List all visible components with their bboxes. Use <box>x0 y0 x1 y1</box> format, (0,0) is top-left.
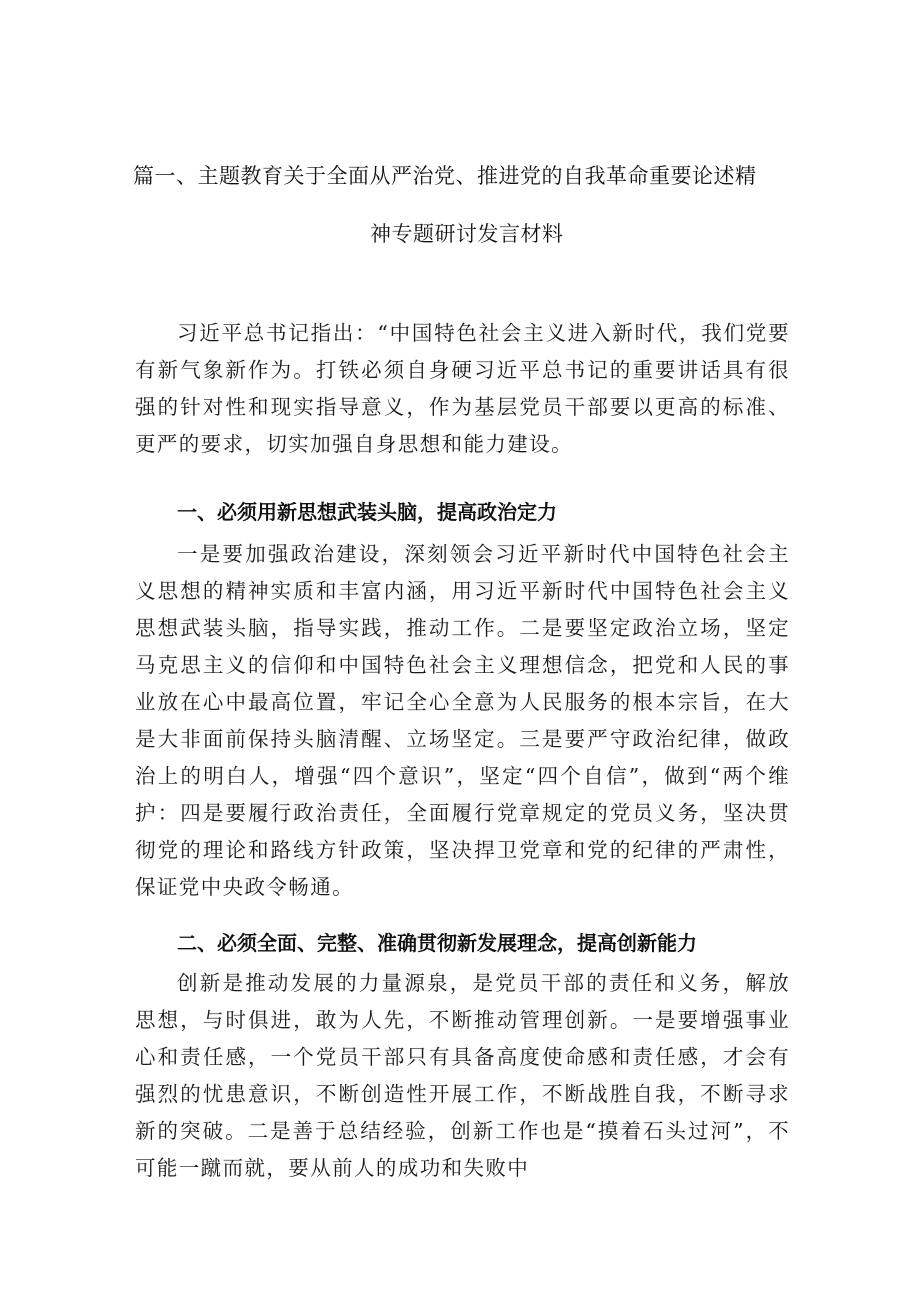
section-1-heading: 一、必须用新思想武装头脑，提高政治定力 <box>177 500 557 524</box>
intro-paragraph: 习近平总书记指出：“中国特色社会主义进入新时代，我们党要有新气象新作为。打铁必须自身硬习近平总书记的重要讲话具有很强的针对性和现实指导意义，作为基层党员干部要以更高的标准、更严的要求，切实加强自身思想和能力建设。 <box>135 321 790 456</box>
document-title-line-2: 神专题研讨发言材料 <box>370 222 564 246</box>
section-2-heading: 二、必须全面、完整、准确贯彻新发展理念，提高创新能力 <box>177 931 697 955</box>
section-2-paragraph: 创新是推动发展的力量源泉，是党员干部的责任和义务，解放思想，与时俱进，敢为人先，不断推动管理创新。一是要增强事业心和责任感，一个党员干部只有具备高度使命感和责任感，才会有强烈的忧患意识，不断创造性开展工作，不断战胜自我，不断寻求新的突破。二是善于总结经验，创新工作也是“摸着石头过河”，不可能一蹴而就，要从前人的成功和失败中 <box>135 971 790 1180</box>
section-1-paragraph: 一是要加强政治建设，深刻领会习近平新时代中国特色社会主义思想的精神实质和丰富内涵，用习近平新时代中国特色社会主义思想武装头脑，指导实践，推动工作。二是要坚定政治立场，坚定马克思主义的信仰和中国特色社会主义理想信念，把党和人民的事业放在心中最高位置，牢记全心全意为人民服务的根本宗旨，在大是大非面前保持头脑清醒、立场坚定。三是要严守政治纪律，做政治上的明白人，增强“四个意识”，坚定“四个自信”，做到“两个维护：四是要履行政治责任，全面履行党章规定的党员义务，坚决贯彻党的理论和路线方针政策，坚决捍卫党章和党的纪律的严肃性，保证党中央政令畅通。 <box>135 542 790 899</box>
document-title-line-1: 篇一、主题教育关于全面从严治党、推进党的自我革命重要论述精 <box>133 164 757 188</box>
